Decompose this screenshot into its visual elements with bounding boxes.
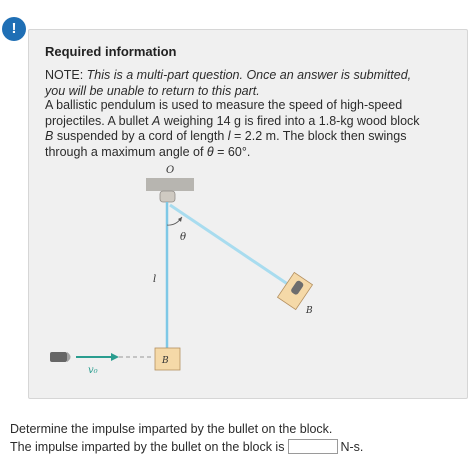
- alert-badge: !: [2, 17, 26, 41]
- bullet: [50, 352, 71, 362]
- info-panel: [28, 29, 468, 399]
- problem-part: weighing 14 g is fired into a 1.8-kg wood block: [160, 113, 420, 128]
- pendulum-figure: [29, 30, 469, 400]
- problem-part: = 2.2 m. The block then swings through a maximum angle of: [45, 129, 407, 159]
- label-b-swung: B: [306, 306, 313, 316]
- problem-part: suspended by a cord of length: [53, 129, 228, 143]
- panel-title: Required information: [45, 44, 177, 59]
- block-var: B: [45, 129, 54, 143]
- label-b-hanging: B: [162, 356, 169, 366]
- swung-block: [277, 272, 312, 309]
- velocity-arrowhead: [111, 353, 119, 361]
- note-lead: NOTE:: [45, 68, 87, 82]
- label-theta: θ: [180, 232, 187, 243]
- angle-var: θ: [206, 144, 214, 159]
- cord-swung: [170, 205, 292, 287]
- question-prompt: Determine the impulse imparted by the bullet on the block.: [10, 422, 333, 436]
- impulse-answer-input[interactable]: [288, 439, 338, 454]
- answer-unit: N-s.: [340, 439, 364, 454]
- problem-part: = 60°.: [213, 144, 251, 159]
- pivot-mount: [160, 191, 175, 202]
- note-body: This is a multi-part question. Once an answer is submitted, you will be unable to return to this part.: [45, 68, 412, 98]
- label-v0: v₀: [88, 365, 98, 376]
- length-var: l: [227, 129, 231, 143]
- label-l: l: [153, 274, 157, 285]
- problem-part: A ballistic pendulum is used to measure the speed of high-speed projectiles. A bullet: [45, 98, 403, 128]
- answer-label: The impulse imparted by the bullet on the block is: [10, 439, 285, 454]
- bullet-var: A: [152, 113, 161, 128]
- label-o: O: [166, 165, 175, 176]
- answer-row: [10, 439, 363, 454]
- ceiling-support: [146, 178, 194, 191]
